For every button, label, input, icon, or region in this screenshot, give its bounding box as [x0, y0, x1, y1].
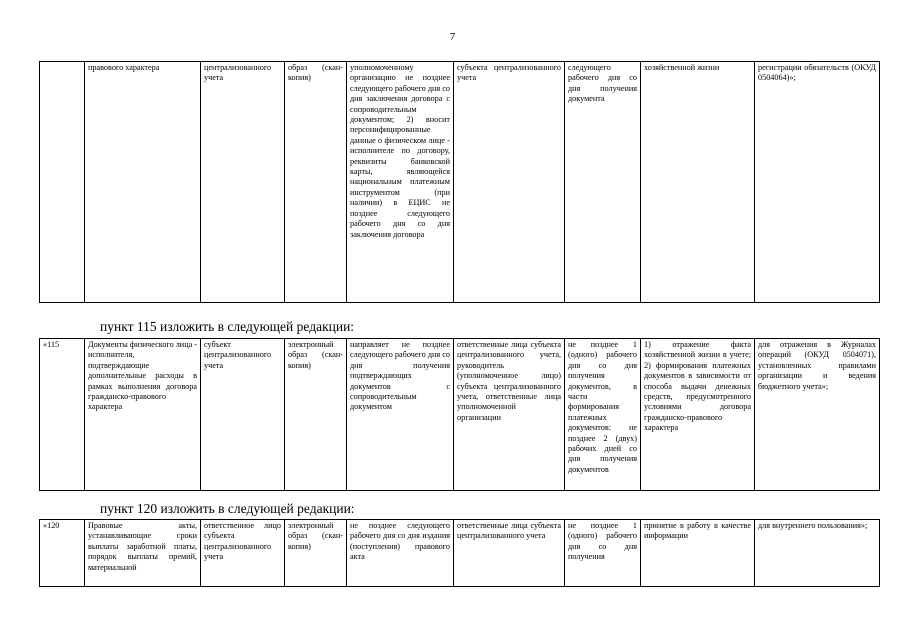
- section-heading-115: пункт 115 изложить в следующей редакции:: [100, 319, 355, 334]
- table-cell: электронный образ (скан-копия): [285, 339, 347, 491]
- table-cell: хозяйственной жизни: [641, 62, 755, 303]
- table-cell: принятие в работу в качестве информации: [641, 520, 755, 587]
- table-cell: ответственные лица субъекта централизованного учета: [454, 520, 565, 587]
- section-heading-120: пункт 120 изложить в следующей редакции:: [100, 501, 355, 516]
- table-cell: [40, 62, 85, 303]
- table-cell: Документы физического лица - исполнителя, подтверждающие дополнительные расходы в рамках выполнения договора гражданско-правового характера: [85, 339, 201, 491]
- table-cell: для внутреннего пользования»;: [755, 520, 880, 587]
- table-cell: не позднее 1 (одного) рабочего дня со дня получения документов, в части формирования платежных документов: не позднее 2 (двух) рабочих дней со дня получения документов: [565, 339, 641, 491]
- table-row: [40, 62, 880, 303]
- table-cell: не позднее 1 (одного) рабочего дня со дня получения: [565, 520, 641, 587]
- table-cell: Правовые акты, устанавливающие сроки выплаты заработной платы, порядок выплаты премий, материальной: [85, 520, 201, 587]
- table-cell: не позднее следующего рабочего дня со дня издания (поступления) правового акта: [347, 520, 454, 587]
- table-row: [40, 339, 880, 491]
- table-cell: регистрации обязательств (ОКУД 0504064)»;: [755, 62, 880, 303]
- table-continuation: [39, 61, 880, 303]
- table-cell: ответственные лица субъекта централизованного учета, руководитель (уполномоченное лицо) субъекта централизованного учета, ответственные лица уполномоченной организации: [454, 339, 565, 491]
- page-number: 7: [449, 31, 456, 43]
- table-cell: направляет не позднее следующего рабочего дня со дня получения подтверждающих документов с сопроводительным документом: [347, 339, 454, 491]
- table-cell: для отражения в Журналах операций (ОКУД 0504071), установленных правилами организации и ведения бюджетного учета»;: [755, 339, 880, 491]
- table-cell: субъект централизованного учета: [201, 339, 285, 491]
- table-cell: «115: [40, 339, 85, 491]
- table-cell: электронный образ (скан-копия): [285, 520, 347, 587]
- table-row: [40, 520, 880, 587]
- table-cell: уполномоченному организацию не позднее следующего рабочего дня со дня заключения договора с сопроводительным документом; 2) вносит персонифицированные данные о физическом лице - исполнителе по договору, реквизиты банковской карты, являющейся национальным платежным инструментом (при наличии) в ЕЦИС не позднее следующего рабочего дня со дня заключения договора: [347, 62, 454, 303]
- table-cell: 1) отражение факта хозяйственной жизни в учете; 2) формирования платежных документов в зависимости от способа выдачи денежных средств, предусмотренного условиями договора гражданско-правового характера: [641, 339, 755, 491]
- table-item-120: [39, 519, 880, 587]
- table-cell: «120: [40, 520, 85, 587]
- table-cell: субъекта централизованного учета: [454, 62, 565, 303]
- table-cell: правового характера: [85, 62, 201, 303]
- table-cell: ответственное лицо субъекта централизованного учета: [201, 520, 285, 587]
- table-cell: централизованного учета: [201, 62, 285, 303]
- table-cell: образ (скан-копия): [285, 62, 347, 303]
- table-item-115: [39, 338, 880, 491]
- table-cell: следующего рабочего дня со дня получения документа: [565, 62, 641, 303]
